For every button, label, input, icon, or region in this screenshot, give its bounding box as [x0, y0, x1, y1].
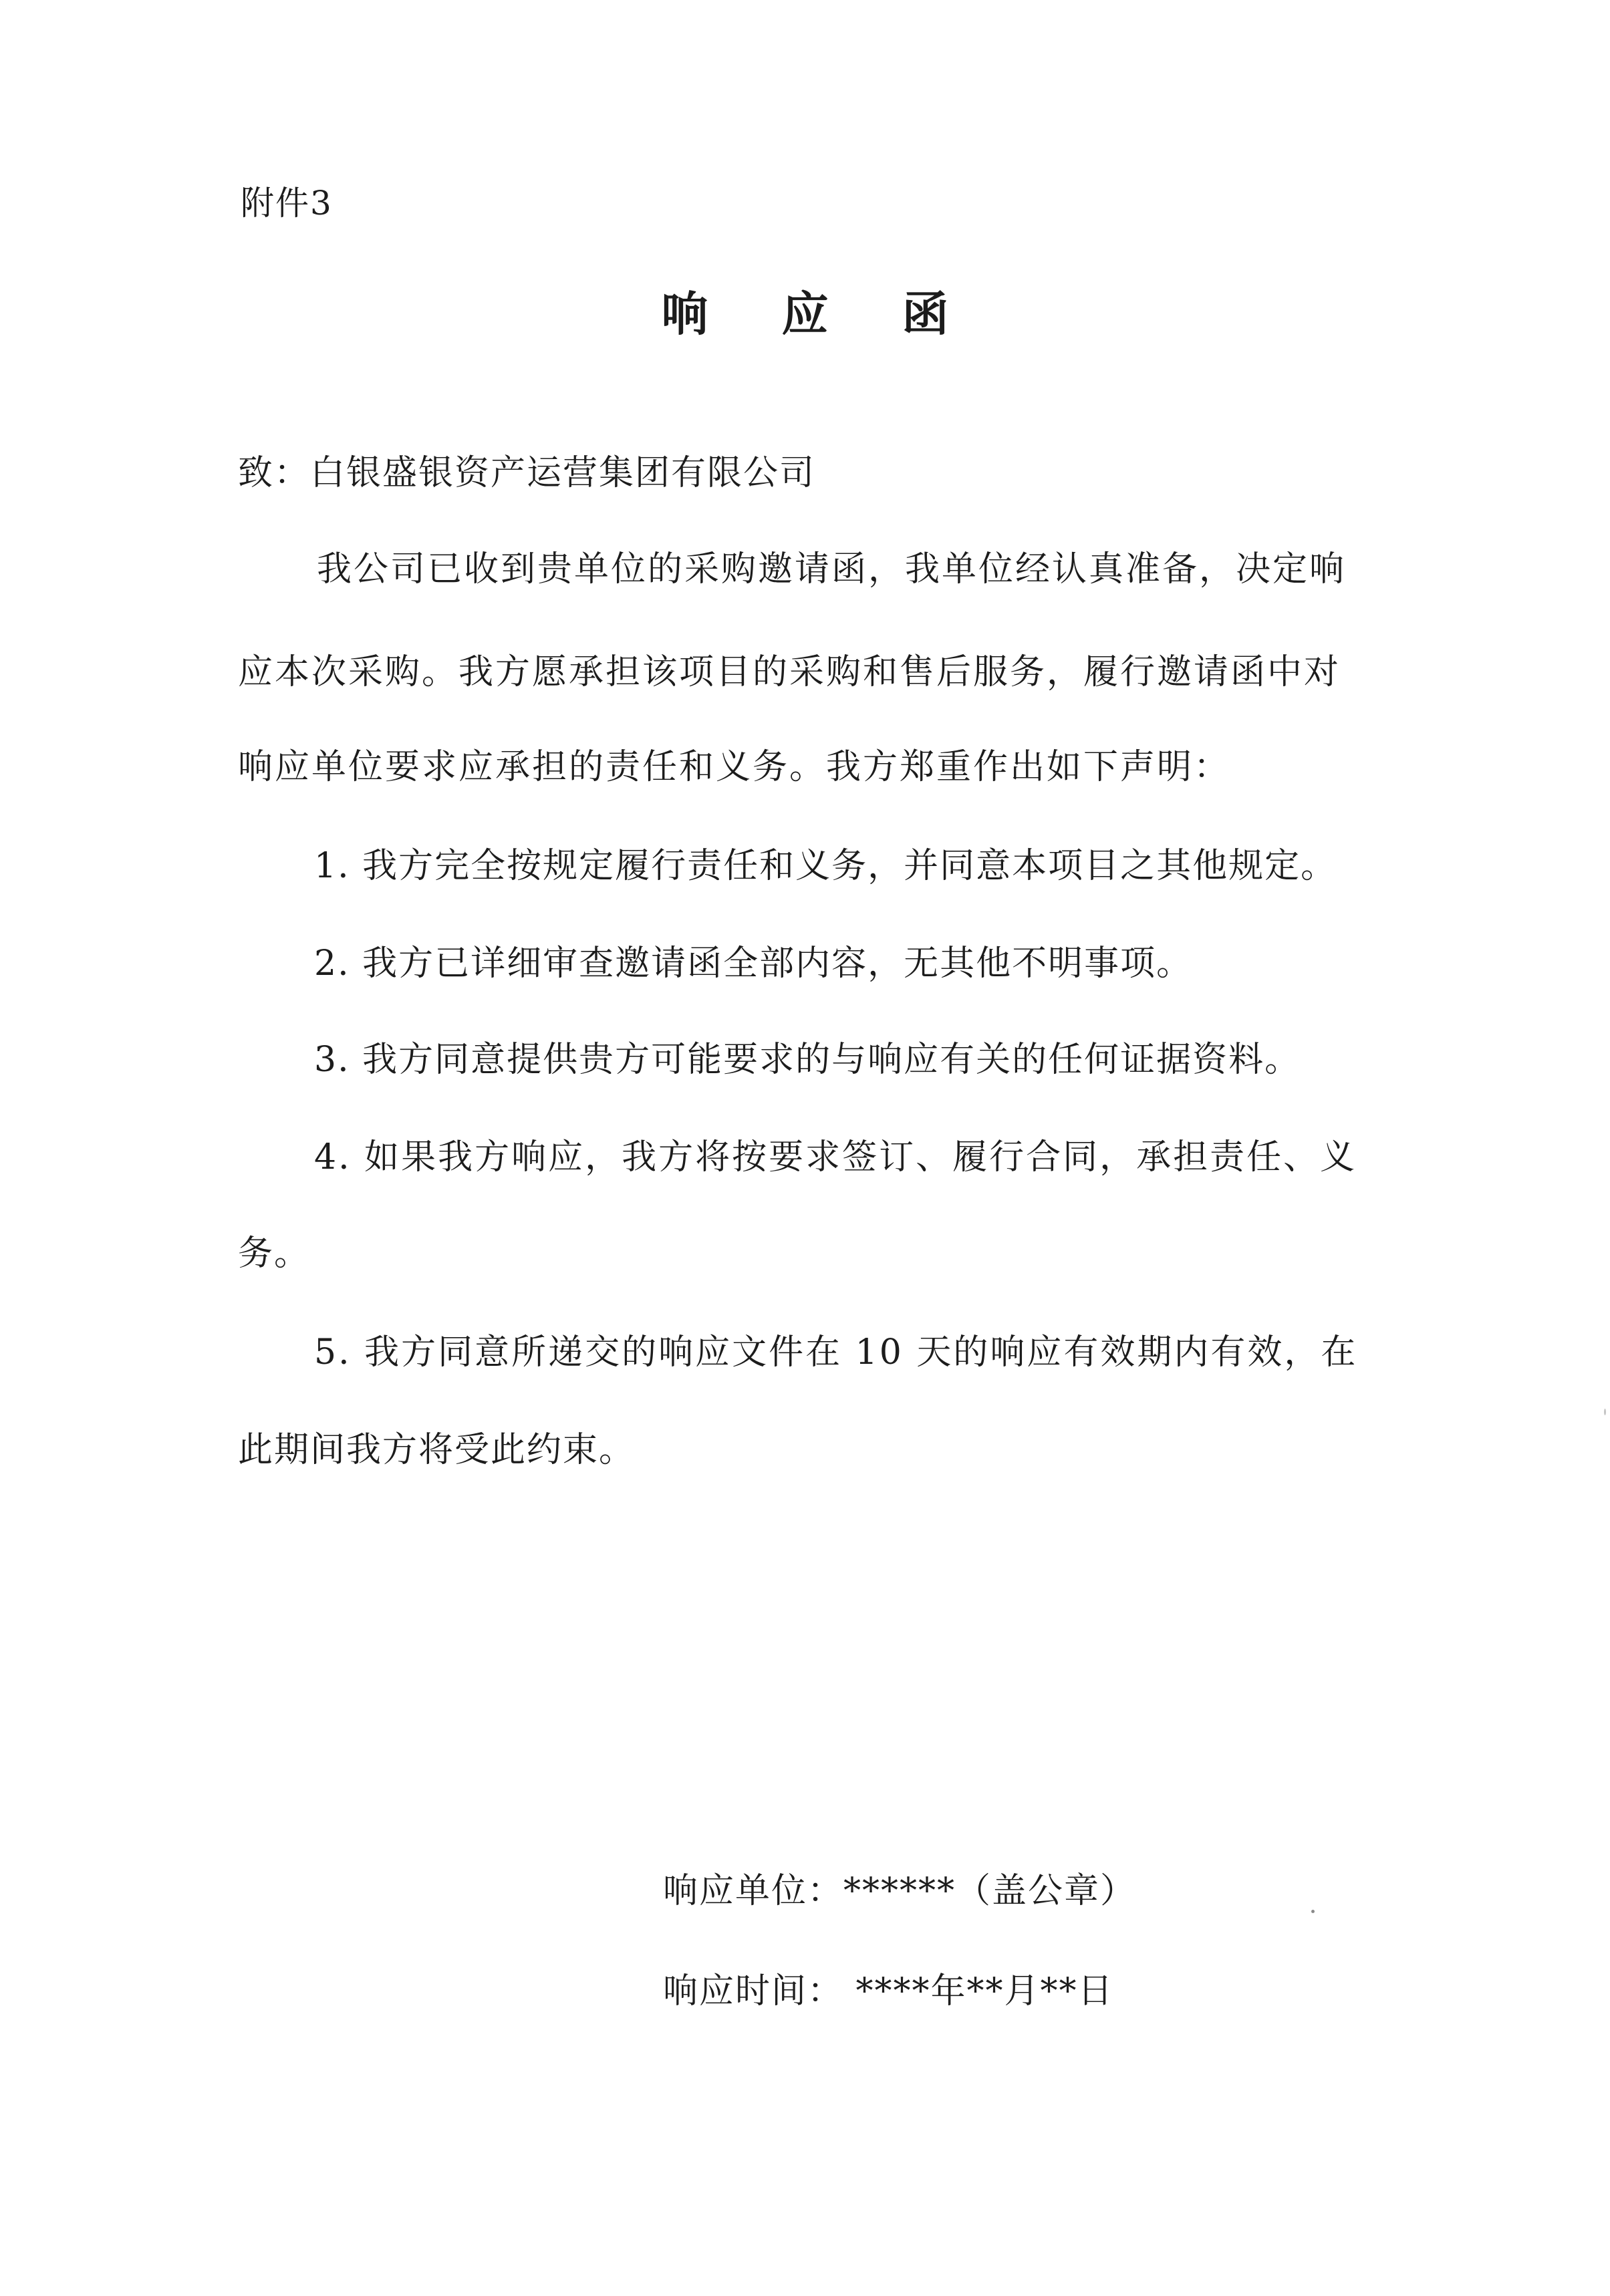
declaration-item-2: 2. 我方已详细审查邀请函全部内容，无其他不明事项。 — [314, 944, 1193, 984]
declaration-item-1: 1. 我方完全按规定履行责任和义务，并同意本项目之其他规定。 — [314, 846, 1337, 886]
attachment-label: 附件3 — [241, 184, 333, 223]
declaration-item-5-line-1: 5. 我方同意所递交的响应文件在 10 天的响应有效期内有效，在 — [314, 1332, 1358, 1373]
intro-line-1: 我公司已收到贵单位的采购邀请函，我单位经认真准备，决定响 — [317, 549, 1347, 589]
scan-mark — [1604, 1409, 1606, 1415]
signature-date: 响应时间： ****年**月**日 — [663, 1971, 1114, 2011]
scan-speck — [1311, 1910, 1315, 1913]
intro-line-3: 响应单位要求应承担的责任和义务。我方郑重作出如下声明： — [238, 747, 1231, 787]
declaration-item-4-line-2: 务。 — [238, 1234, 311, 1274]
declaration-item-5-line-2: 此期间我方将受此约束。 — [238, 1430, 636, 1470]
signature-unit: 响应单位：******（盖公章） — [663, 1871, 1137, 1911]
addressee-line: 致：白银盛银资产运营集团有限公司 — [238, 453, 816, 493]
declaration-item-4-line-1: 4. 如果我方响应，我方将按要求签订、履行合同，承担责任、义 — [314, 1137, 1357, 1177]
document-title: 响应函 — [661, 286, 1023, 341]
intro-line-2: 应本次采购。我方愿承担该项目的采购和售后服务，履行邀请函中对 — [238, 652, 1341, 692]
declaration-item-3: 3. 我方同意提供贵方可能要求的与响应有关的任何证据资料。 — [314, 1040, 1301, 1080]
